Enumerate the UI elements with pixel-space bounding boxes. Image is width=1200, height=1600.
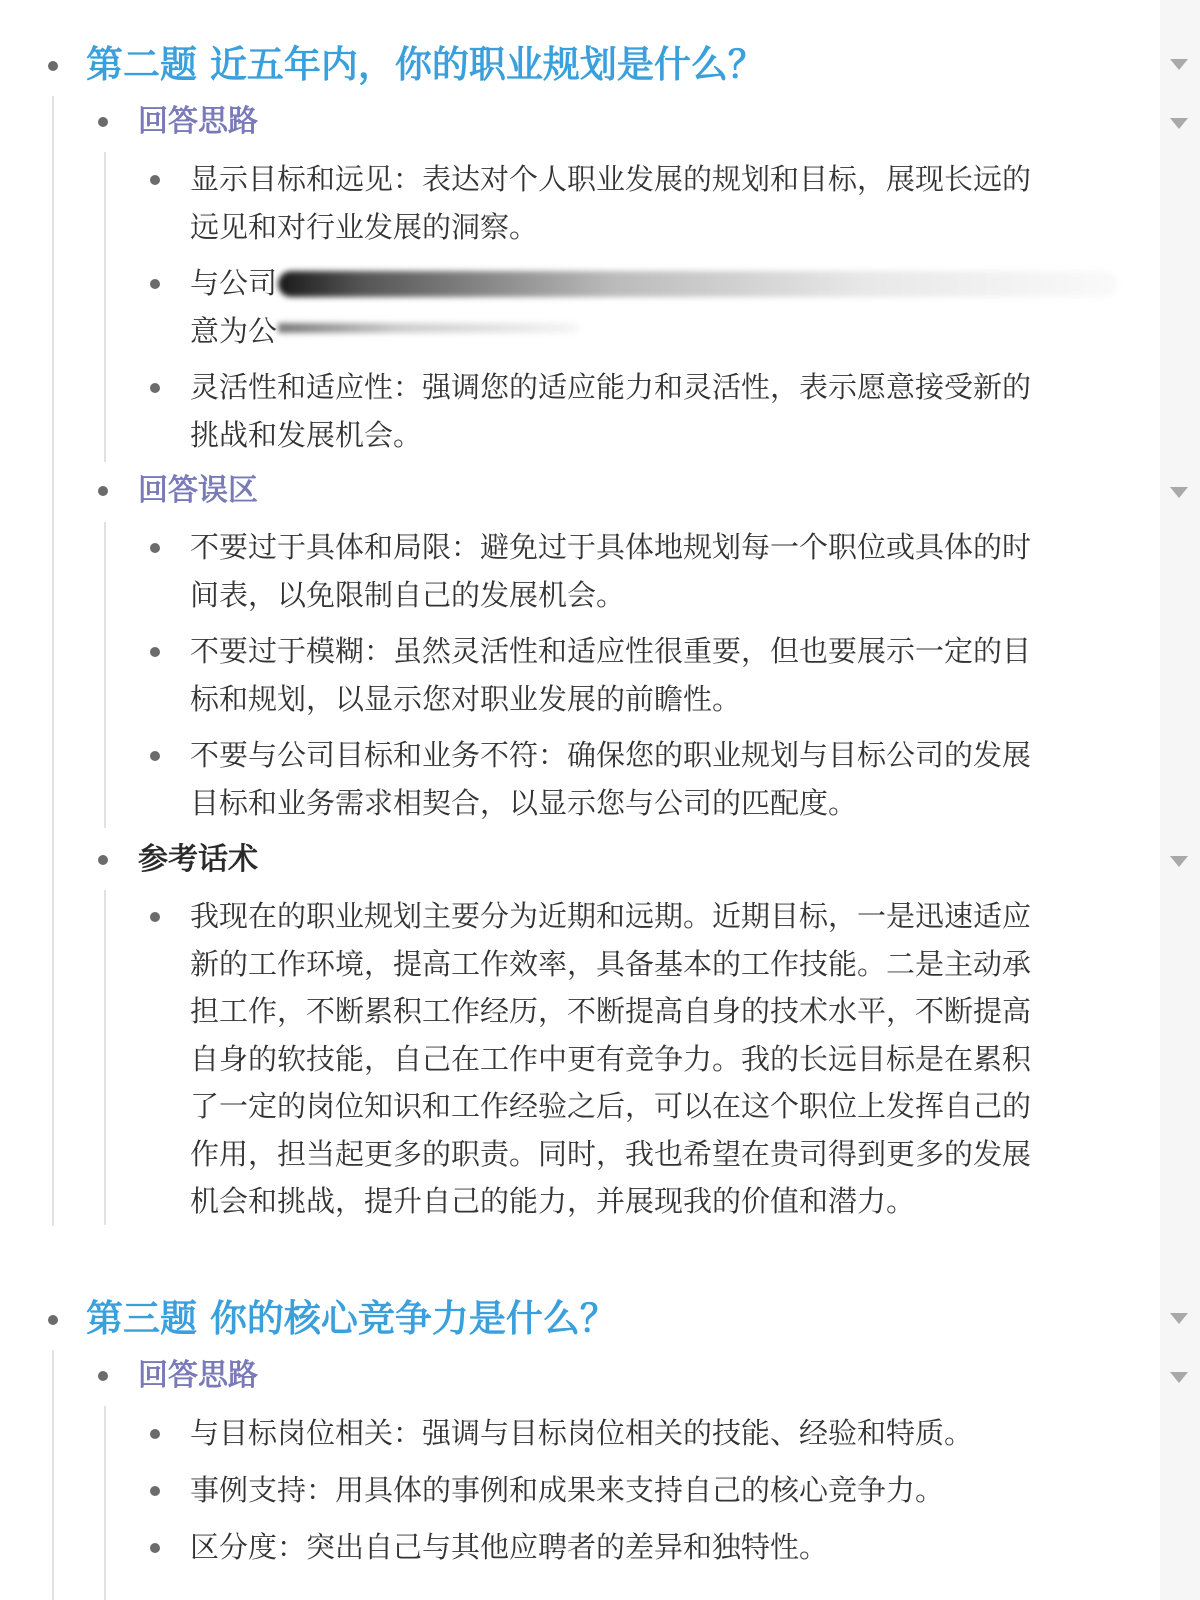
redaction-blur: [278, 271, 1118, 297]
group-bullet: [98, 855, 108, 865]
group-heading-answer-ideas: 回答思路: [138, 1358, 258, 1393]
group-heading-answer-ideas: 回答思路: [138, 104, 258, 139]
item-bullet: [150, 647, 160, 657]
indent-guide: [52, 1350, 54, 1600]
indent-guide: [104, 890, 106, 1225]
indent-guide: [52, 96, 54, 1226]
item-bullet: [150, 1429, 160, 1439]
list-item: 事例支持：用具体的事例和成果来支持自己的核心竞争力。: [190, 1473, 945, 1507]
group-heading-sample-script: 参考话术: [138, 842, 258, 877]
group-bullet: [98, 117, 108, 127]
item-bullet: [150, 1543, 160, 1553]
indent-guide: [104, 522, 106, 828]
item-bullet: [150, 175, 160, 185]
list-item: 不要过于模糊：虽然灵活性和适应性很重要，但也要展示一定的目 标和规划，以显示您对职业发展的前瞻性。: [190, 634, 1032, 716]
collapse-toggle-icon[interactable]: [1170, 856, 1188, 867]
item-bullet: [150, 1486, 160, 1496]
collapse-toggle-icon[interactable]: [1170, 1313, 1188, 1324]
list-item-redacted: 与公司 意为公: [190, 266, 278, 348]
section-bullet: [48, 1315, 58, 1325]
section-bullet: [48, 61, 58, 71]
list-item: 不要与公司目标和业务不符：确保您的职业规划与目标公司的发展 目标和业务需求相契合，以显示您与公司的匹配度。: [190, 738, 1032, 820]
group-bullet: [98, 486, 108, 496]
list-item: 与目标岗位相关：强调与目标岗位相关的技能、经验和特质。: [190, 1416, 974, 1450]
right-gutter: [1160, 0, 1200, 1600]
collapse-toggle-icon[interactable]: [1170, 59, 1188, 70]
collapse-toggle-icon[interactable]: [1170, 118, 1188, 129]
item-bullet: [150, 279, 160, 289]
indent-guide: [104, 1406, 106, 1600]
redaction-blur: [278, 323, 578, 333]
list-item: 显示目标和远见：表达对个人职业发展的规划和目标，展现长远的 远见和对行业发展的洞察。: [190, 162, 1032, 244]
group-bullet: [98, 1371, 108, 1381]
list-item: 我现在的职业规划主要分为近期和远期。近期目标，一是迅速适应 新的工作环境，提高工作效率，具备基本的工作技能。二是主动承 担工作，不断累积工作经历，不断提高自身的技术水平，不断提高 自身的软技能，自己在工作中更有竞争力。我的长远目标是在累积 了一定的岗位知识和工作经验之后，可以在这个职位上发挥自己的 作用，担当起更多的职责。同时，我也希望在贵司得到更多的发展 机会和挑战，提升自己的能力，并展现我的价值和潜力。: [190, 899, 1032, 1218]
collapse-toggle-icon[interactable]: [1170, 1372, 1188, 1383]
group-heading-pitfalls: 回答误区: [138, 473, 258, 508]
indent-guide: [104, 152, 106, 462]
list-item: 区分度：突出自己与其他应聘者的差异和独特性。: [190, 1530, 829, 1564]
item-bullet: [150, 912, 160, 922]
collapse-toggle-icon[interactable]: [1170, 487, 1188, 498]
list-item: 不要过于具体和局限：避免过于具体地规划每一个职位或具体的时 间表，以免限制自己的发展机会。: [190, 530, 1032, 612]
list-item: 灵活性和适应性：强调您的适应能力和灵活性，表示愿意接受新的 挑战和发展机会。: [190, 370, 1032, 452]
item-bullet: [150, 751, 160, 761]
item-bullet: [150, 383, 160, 393]
section-title-3: 第三题 你的核心竞争力是什么？: [86, 1297, 617, 1340]
section-title-2: 第二题 近五年内，你的职业规划是什么？: [86, 43, 765, 86]
item-bullet: [150, 543, 160, 553]
